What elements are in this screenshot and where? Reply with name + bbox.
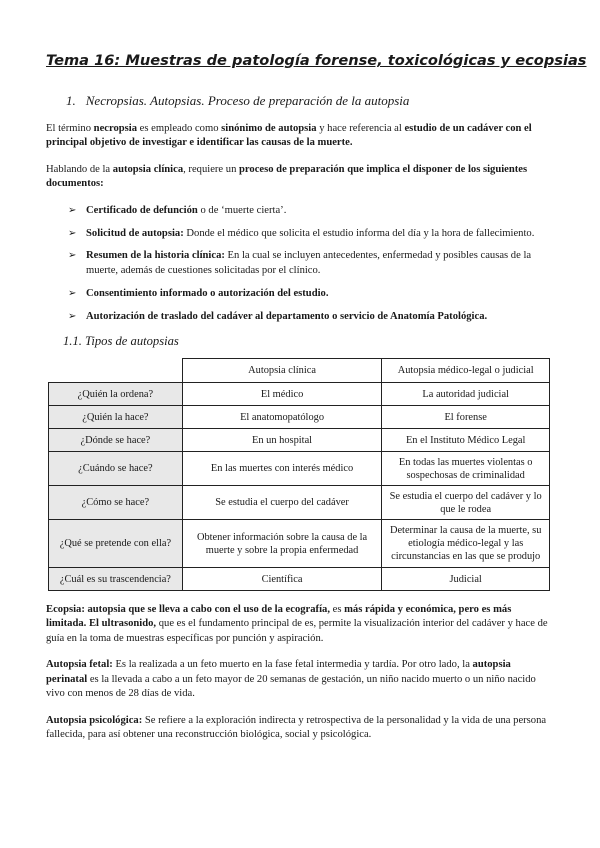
list-item [68, 227, 554, 241]
arrow-bullet-icon: ➢ [68, 204, 77, 216]
bold-run: Autopsia psicológica: [46, 714, 143, 726]
table-cell: El forense [382, 406, 550, 429]
text-run: o de ‘muerte cierta’. [197, 204, 287, 216]
paragraph-autopsia-clinica [46, 163, 554, 192]
text-run: que es el fundamento principal de es, permite la visualización interior del cadáver y hace de guía en la toma de muestras específicas por punción y aspiración. [46, 618, 548, 644]
row-header: ¿Cuándo se hace? [49, 452, 183, 486]
row-header: ¿Qué se pretende con ella? [49, 520, 183, 568]
text-run: En la cual se incluyen antecedentes, enfermedad y posibles causas de la muerte, además de cuestiones solicitadas por el clínico. [86, 250, 532, 276]
text-run: y hace referencia al [316, 123, 405, 134]
table-cell: Científica [182, 568, 382, 591]
list-item [68, 249, 554, 278]
list-item [68, 310, 554, 324]
row-header: ¿Quién la ordena? [49, 383, 183, 406]
arrow-bullet-icon: ➢ [68, 310, 77, 322]
section-heading-1-1: 1.1. Tipos de autopsias [63, 334, 179, 349]
table-cell: Determinar la causa de la muerte, su etiología médico-legal y las circunstancias en las que se produjo [382, 520, 550, 568]
text-run: es la llevada a cabo a un feto mayor de 20 semanas de gestación, un niño nacido muerto o un niño nacido vivo con menos de 28 días de vida. [46, 673, 536, 700]
paragraph-ecopsia [46, 603, 554, 646]
page-title: Tema 16: Muestras de patología forense, toxicológicas y ecopsias [46, 52, 587, 69]
row-header: ¿Quién la hace? [49, 406, 183, 429]
row-header: ¿Cómo se hace? [49, 486, 183, 520]
bold-run: Ecopsia: autopsia que se lleva a cabo con el uso de la ecografía, [46, 604, 330, 616]
table-cell: Obtener información sobre la causa de la muerte y sobre la propia enfermedad [182, 520, 382, 568]
text-run: Se refiere a la exploración indirecta y retrospectiva de la personalidad y la vida de una persona fallecida, para así obtener una reconstrucción biológica, social y psicológica. [46, 714, 547, 740]
documents-list [46, 204, 554, 324]
table-cell: El médico [182, 383, 382, 406]
table-row [49, 486, 550, 520]
text-run: Donde el médico que solicita el estudio informa del día y la hora de fallecimiento. [183, 227, 535, 239]
text-run: Hablando de la [46, 163, 113, 175]
table-row [49, 452, 550, 486]
table-cell: El anatomopatólogo [182, 406, 382, 429]
table-cell: En todas las muertes violentas o sospechosas de criminalidad [382, 452, 550, 486]
paragraph-necropsia [46, 122, 554, 151]
bold-run: Consentimiento informado o autorización del estudio. [86, 287, 329, 299]
bold-run: Autorización de traslado del cadáver al departamento o servicio de Anatomía Patológica. [86, 310, 488, 322]
bold-run: Solicitud de autopsia: [86, 227, 184, 239]
list-item [68, 204, 554, 218]
table-cell: Se estudia el cuerpo del cadáver [182, 486, 382, 520]
arrow-bullet-icon: ➢ [68, 287, 77, 299]
row-header: ¿Dónde se hace? [49, 429, 183, 452]
table-row [49, 520, 550, 568]
bold-run: autopsia clínica [112, 163, 184, 175]
text-run: , requiere un [183, 163, 240, 175]
table-cell: Judicial [382, 568, 550, 591]
bold-run: más rápida y económica, pero es más limitada. El ultrasonido, [46, 604, 512, 630]
text-run: Es la realizada a un feto muerto en la fase fetal intermedia y tardía. Por otro lado, la [112, 659, 473, 671]
list-item [68, 287, 554, 301]
row-header: ¿Cuál es su trascendencia? [49, 568, 183, 591]
table-row [49, 383, 550, 406]
bold-run: Autopsia fetal: [46, 659, 113, 671]
section-number: 1. [66, 93, 76, 108]
table-cell: En el Instituto Médico Legal [382, 429, 550, 452]
text-run: El término [46, 123, 94, 134]
bold-run: autopsia perinatal [46, 659, 511, 685]
table-corner-cell [49, 359, 183, 383]
bold-run: Certificado de defunción [86, 204, 198, 216]
section-title: Necropsias. Autopsias. Proceso de preparación de la autopsia [85, 93, 410, 108]
table-cell: En las muertes con interés médico [182, 452, 382, 486]
paragraph-autopsia-psicologica [46, 714, 554, 743]
arrow-bullet-icon: ➢ [68, 250, 77, 262]
bold-run: proceso de preparación que implica el disponer de los siguientes documentos: [46, 163, 528, 190]
paragraph-autopsia-fetal [46, 658, 554, 701]
table-row [49, 429, 550, 452]
column-header: Autopsia médico-legal o judicial [382, 359, 550, 383]
bold-run: Resumen de la historia clínica: [86, 250, 225, 262]
section-heading-1 [66, 93, 554, 109]
arrow-bullet-icon: ➢ [68, 227, 77, 239]
bold-run: estudio de un cadáver con el principal objetivo de investigar e identificar las causas de la muerte. [46, 123, 532, 149]
table-header-row [49, 359, 550, 383]
table-row [49, 568, 550, 591]
bold-run: necropsia [93, 123, 138, 134]
autopsy-types-table [48, 358, 550, 591]
table-cell: Se estudia el cuerpo del cadáver y lo que le rodea [382, 486, 550, 520]
text-run: es [329, 604, 345, 616]
table-cell: En un hospital [182, 429, 382, 452]
bold-run: sinónimo de autopsia [221, 123, 317, 134]
table-row [49, 406, 550, 429]
document-body [46, 93, 554, 754]
text-run: es empleado como [137, 123, 222, 134]
column-header: Autopsia clínica [182, 359, 382, 383]
table-cell: La autoridad judicial [382, 383, 550, 406]
